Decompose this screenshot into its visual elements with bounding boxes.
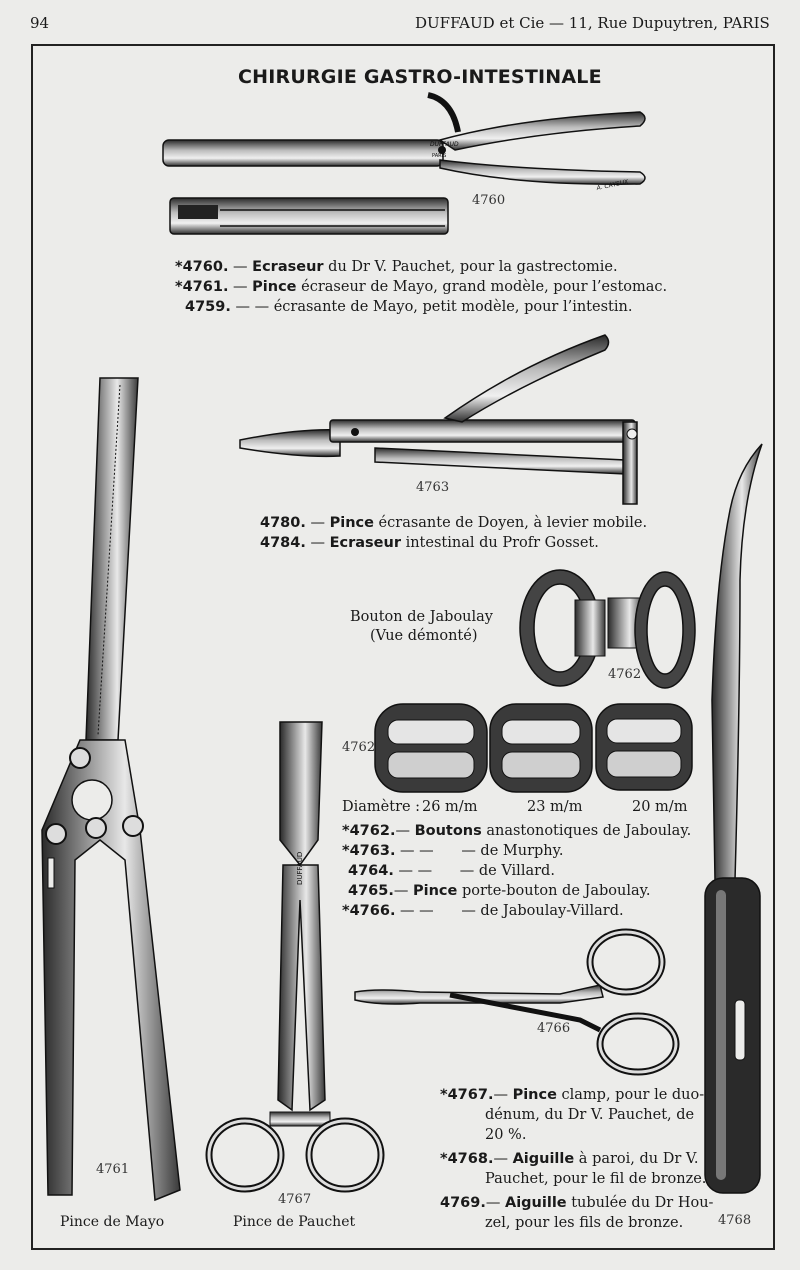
ecraseur-4760-illustration (163, 95, 645, 234)
svg-text:DUFFAUD: DUFFAUD (296, 851, 304, 885)
figure-number-4763: 4763 (416, 480, 450, 495)
pince-4766-illustration (355, 932, 676, 1072)
item-4768-line2: Pauchet, pour le fil de bronze. (485, 1171, 707, 1187)
item-4767-line1: *4767.— Pince clamp, pour le duo- (440, 1087, 705, 1103)
figure-number-4762-demonte: 4762 (608, 667, 642, 682)
item-4764-description: 4764. — — — de Villard. (348, 863, 555, 879)
figure-number-4766: 4766 (537, 1021, 571, 1036)
item-4760-description: *4760. — Ecraseur du Dr V. Pauchet, pour la gastrectomie. (175, 259, 618, 275)
publisher-header: DUFFAUD et Cie — 11, Rue Dupuytren, PARIS (415, 14, 770, 32)
diametre-23: 23 m/m (527, 799, 583, 815)
item-4769-line1: 4769.— Aiguille tubulée du Dr Hou- (440, 1195, 714, 1211)
figure-number-4760: 4760 (472, 193, 506, 208)
page-title: CHIRURGIE GASTRO-INTESTINALE (238, 66, 602, 88)
caption-pince-mayo: Pince de Mayo (60, 1214, 165, 1230)
svg-text:A. CAYEUX: A. CAYEUX (595, 178, 630, 192)
pince-doyen-4763-illustration (240, 335, 637, 504)
figure-number-4768: 4768 (718, 1213, 752, 1228)
item-4759-description: 4759. — — écrasante de Mayo, petit modèle, pour l’intestin. (185, 299, 633, 315)
figure-number-4767: 4767 (278, 1192, 312, 1207)
item-4765-description: 4765.— Pince porte-bouton de Jaboulay. (348, 883, 651, 899)
aiguille-4768-illustration (705, 444, 762, 1193)
diametre-20: 20 m/m (632, 799, 688, 815)
svg-text:PARIS: PARIS (432, 153, 447, 159)
item-4784-description: 4784. — Ecraseur intestinal du Profr Gosset. (260, 535, 599, 551)
item-4769-line2: zel, pour les fils de bronze. (485, 1215, 684, 1231)
diametre-26: 26 m/m (422, 799, 478, 815)
figure-number-4762-assembled: 4762 (342, 740, 376, 755)
item-4768-line1: *4768.— Aiguille à paroi, du Dr V. (440, 1151, 699, 1167)
boutons-assembles-illustration (375, 704, 692, 792)
bouton-jaboulay-label: Bouton de Jaboulay (350, 609, 493, 625)
item-4767-line3: 20 %. (485, 1127, 527, 1143)
figure-number-4761: 4761 (96, 1162, 130, 1177)
page-number: 94 (30, 14, 50, 32)
pince-mayo-4761-illustration (42, 378, 180, 1200)
item-4761-description: *4761. — Pince écraseur de Mayo, grand modèle, pour l’estomac. (175, 279, 668, 295)
svg-text:DUFFAUD: DUFFAUD (430, 141, 459, 148)
item-4763-description: *4763. — — — de Murphy. (342, 843, 564, 859)
caption-pince-pauchet: Pince de Pauchet (233, 1214, 356, 1230)
item-4766-description: *4766. — — — de Jaboulay-Villard. (342, 903, 624, 919)
pince-pauchet-4767-illustration (209, 722, 381, 1189)
item-4767-line2: dénum, du Dr V. Pauchet, de (485, 1107, 695, 1123)
bouton-demonte-label: (Vue démonté) (370, 628, 478, 644)
item-4762-description: *4762.— Boutons anastonotiques de Jaboulay. (342, 823, 692, 839)
item-4780-description: 4780. — Pince écrasante de Doyen, à levier mobile. (260, 515, 648, 531)
diametre-label: Diamètre : (342, 799, 421, 815)
